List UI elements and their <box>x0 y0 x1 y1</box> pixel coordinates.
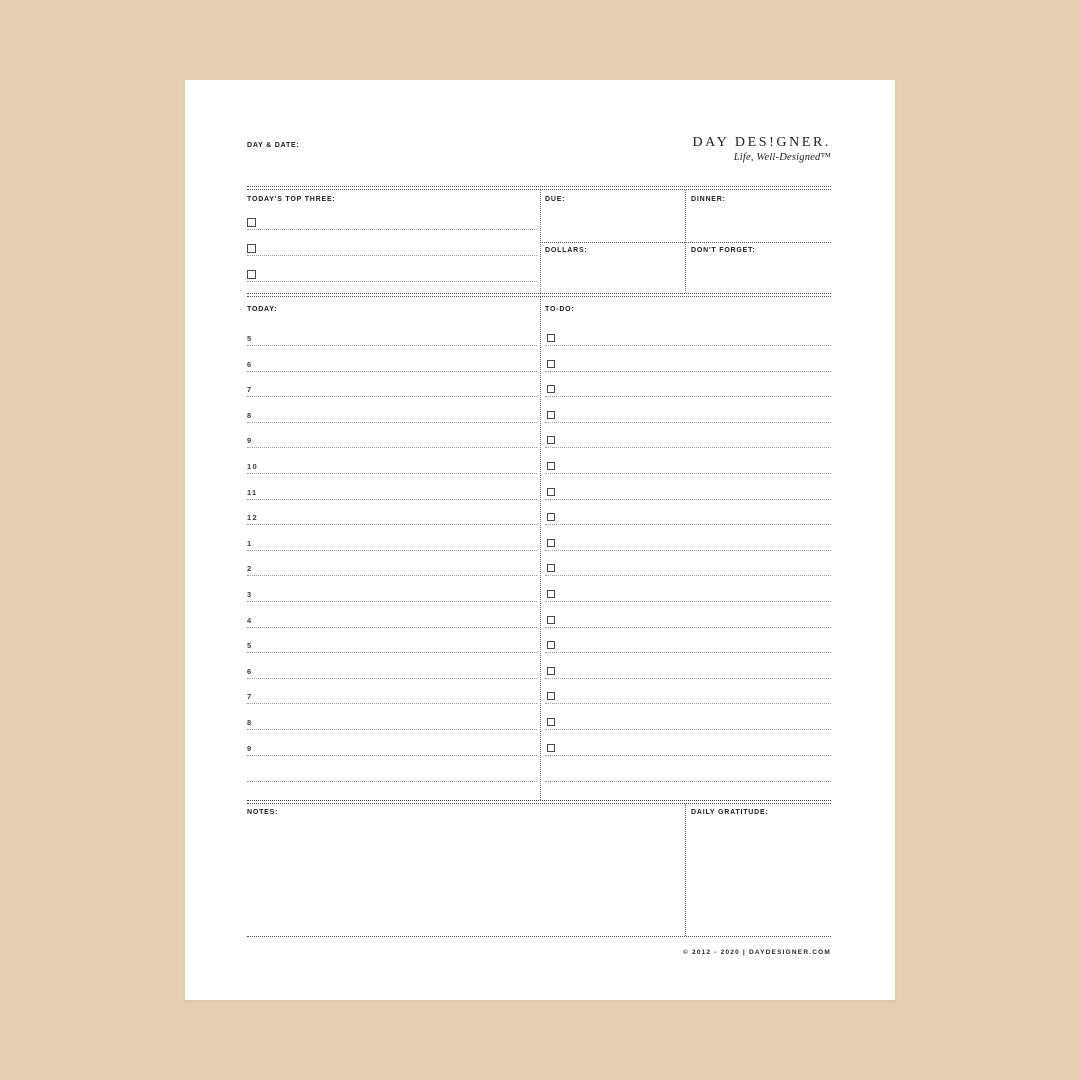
todo-checkbox[interactable] <box>547 539 555 547</box>
todo-checkbox[interactable] <box>547 564 555 572</box>
schedule-row[interactable] <box>247 531 537 551</box>
todo-checkbox[interactable] <box>547 513 555 521</box>
schedule-hour-label: 4 <box>247 615 253 625</box>
schedule-hour-label: 9 <box>247 743 253 753</box>
top-three-label: TODAY'S TOP THREE: <box>247 196 336 203</box>
todo-row[interactable] <box>545 326 831 346</box>
todo-checkbox[interactable] <box>547 488 555 496</box>
section-divider-top <box>247 186 831 190</box>
todo-row[interactable] <box>545 403 831 423</box>
notes-label: NOTES: <box>247 809 279 816</box>
today-label: TODAY: <box>247 306 278 313</box>
schedule-row[interactable] <box>247 454 537 474</box>
todo-row[interactable] <box>545 556 831 576</box>
brand-logo: DAY DES!GNER. <box>692 135 831 150</box>
schedule-hour-label: 1 <box>247 538 253 548</box>
todo-row[interactable] <box>545 608 831 628</box>
dinner-field[interactable] <box>687 206 831 242</box>
todo-checkbox[interactable] <box>547 436 555 444</box>
schedule-hour-label: 8 <box>247 718 253 727</box>
todo-checkbox[interactable] <box>547 616 555 624</box>
todo-checkbox[interactable] <box>547 334 555 342</box>
todo-row[interactable] <box>545 377 831 397</box>
todo-row[interactable] <box>545 736 831 756</box>
todo-row[interactable] <box>545 633 831 653</box>
due-field[interactable] <box>541 206 684 242</box>
top-three-checkbox[interactable] <box>247 218 256 227</box>
daily-gratitude-field[interactable] <box>691 820 831 932</box>
dont-forget-label: DON'T FORGET: <box>691 247 756 254</box>
todo-row[interactable] <box>545 659 831 679</box>
schedule-hour-label: 5 <box>247 641 253 651</box>
schedule-hour-label: 8 <box>247 410 253 420</box>
schedule-row[interactable] <box>247 608 537 628</box>
todo-overflow-line[interactable] <box>545 781 831 782</box>
todo-checkbox[interactable] <box>547 692 555 700</box>
schedule-row[interactable] <box>247 352 537 372</box>
schedule-hour-label: 3 <box>247 590 253 599</box>
schedule-row[interactable] <box>247 684 537 704</box>
schedule-row[interactable] <box>247 428 537 448</box>
todo-checkbox[interactable] <box>547 590 555 598</box>
todo-row[interactable] <box>545 428 831 448</box>
copyright-text: © 2012 - 2020 | DAYDESIGNER.COM <box>683 949 831 956</box>
top-three-checkbox[interactable] <box>247 270 256 279</box>
notes-bottom-rule <box>247 936 831 937</box>
schedule-row[interactable] <box>247 633 537 653</box>
top-three-row[interactable] <box>247 256 537 282</box>
daily-gratitude-label: DAILY GRATITUDE: <box>691 809 769 816</box>
top-three-row[interactable] <box>247 204 537 230</box>
dollars-label: DOLLARS: <box>545 247 588 254</box>
top-three-checkbox[interactable] <box>247 244 256 253</box>
due-dollars-divider <box>540 242 831 243</box>
todo-checkbox[interactable] <box>547 641 555 649</box>
todo-row[interactable] <box>545 505 831 525</box>
todo-checkbox[interactable] <box>547 667 555 675</box>
section-divider-middle <box>247 293 831 297</box>
todo-label: TO-DO: <box>545 306 575 313</box>
schedule-row[interactable] <box>247 403 537 423</box>
todo-row[interactable] <box>545 480 831 500</box>
todo-checkbox[interactable] <box>547 718 555 726</box>
todo-row[interactable] <box>545 710 831 730</box>
dinner-label: DINNER: <box>691 196 726 203</box>
section-divider-bottom <box>247 800 831 804</box>
planner-page <box>185 80 895 1000</box>
todo-row[interactable] <box>545 531 831 551</box>
brand-tagline: Life, Well-Designed™ <box>733 152 831 163</box>
todo-checkbox[interactable] <box>547 462 555 470</box>
schedule-hour-label: 6 <box>247 359 253 369</box>
schedule-hour-label: 11 <box>247 487 258 497</box>
schedule-row[interactable] <box>247 505 537 525</box>
schedule-todo-divider <box>540 297 541 800</box>
dont-forget-field[interactable] <box>687 257 831 293</box>
todo-checkbox[interactable] <box>547 744 555 752</box>
todo-checkbox[interactable] <box>547 411 555 419</box>
todo-row[interactable] <box>545 684 831 704</box>
schedule-hour-label: 12 <box>247 513 258 523</box>
todo-row[interactable] <box>545 454 831 474</box>
schedule-row[interactable] <box>247 377 537 397</box>
schedule-overflow-line[interactable] <box>247 781 537 782</box>
schedule-row[interactable] <box>247 710 537 730</box>
schedule-hour-label: 7 <box>247 692 253 702</box>
schedule-row[interactable] <box>247 736 537 756</box>
schedule-row[interactable] <box>247 659 537 679</box>
todo-checkbox[interactable] <box>547 360 555 368</box>
day-date-label: DAY & DATE: <box>247 142 300 149</box>
schedule-hour-label: 7 <box>247 385 253 395</box>
schedule-row[interactable] <box>247 556 537 576</box>
schedule-row[interactable] <box>247 480 537 500</box>
dollars-field[interactable] <box>541 257 684 293</box>
notes-gratitude-divider <box>685 804 686 936</box>
schedule-hour-label: 6 <box>247 666 253 676</box>
schedule-hour-label: 2 <box>247 564 253 574</box>
schedule-row[interactable] <box>247 582 537 602</box>
todo-checkbox[interactable] <box>547 385 555 393</box>
todo-row[interactable] <box>545 582 831 602</box>
schedule-hour-label: 10 <box>247 462 258 471</box>
schedule-hour-label: 9 <box>247 436 253 446</box>
due-label: DUE: <box>545 196 566 203</box>
top-three-row[interactable] <box>247 230 537 256</box>
notes-field[interactable] <box>247 820 677 932</box>
schedule-row[interactable] <box>247 326 537 346</box>
schedule-hour-label: 5 <box>247 334 253 343</box>
todo-row[interactable] <box>545 352 831 372</box>
